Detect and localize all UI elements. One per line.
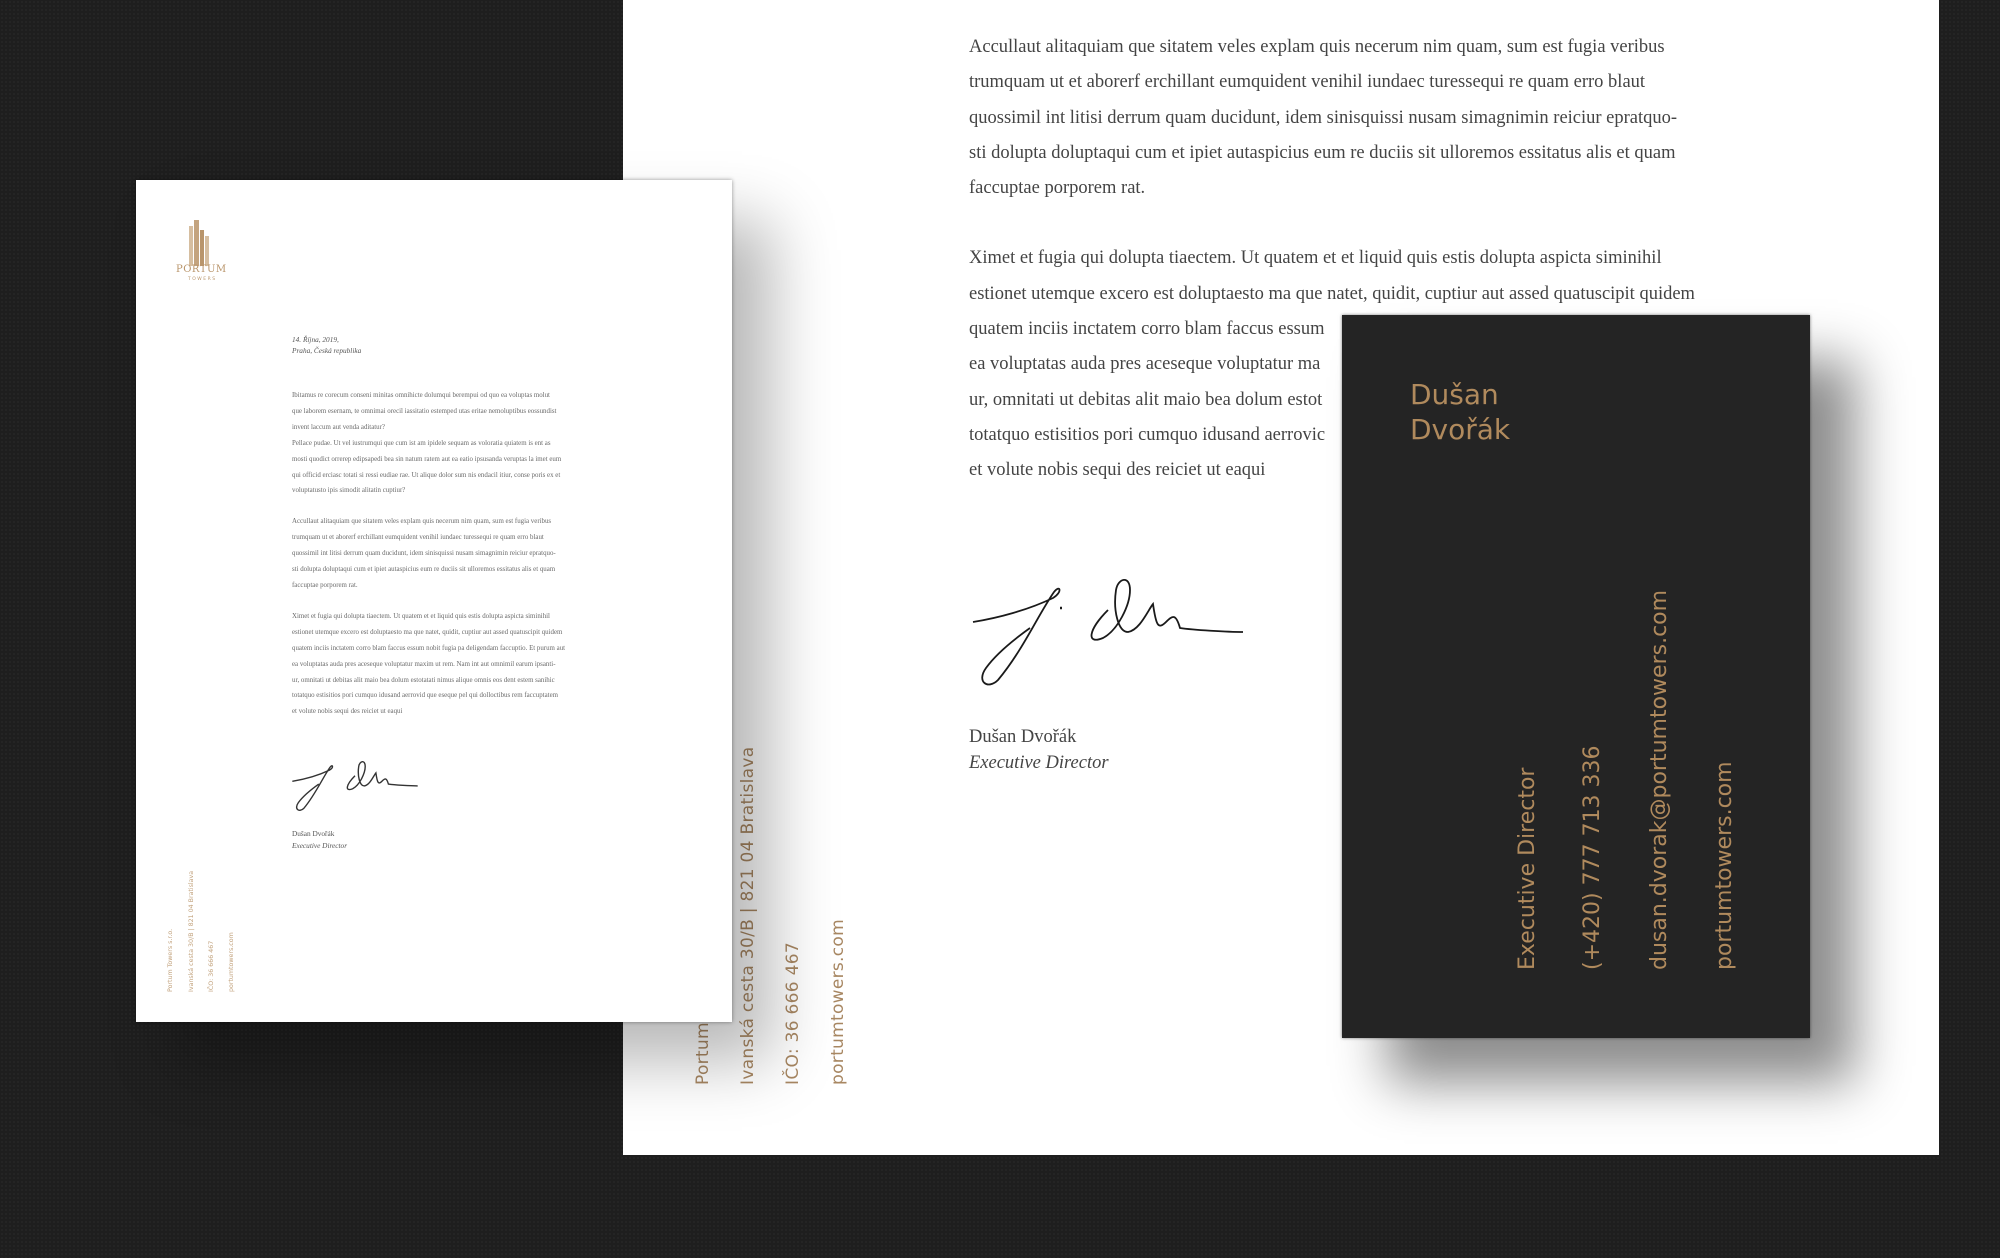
footer-company: Portum Towers s.r.o. xyxy=(167,928,174,992)
footer-company-id: IČO: 36 666 467 xyxy=(783,942,803,1085)
logo-subtitle: TOWERS xyxy=(188,277,217,282)
signatory-name: Dušan Dvořák xyxy=(292,829,335,838)
signature-image xyxy=(290,755,420,815)
card-last-name: Dvořák xyxy=(1410,413,1511,446)
footer-address: Ivanská cesta 30/B | 821 04 Bratislava xyxy=(738,746,758,1085)
logo-wordmark: PORTUM xyxy=(176,264,227,275)
footer-company-id: IČO: 36 666 467 xyxy=(208,940,215,992)
footer-company: Portum xyxy=(693,1022,713,1085)
letter-paragraph: Accullaut alitaquiam que sitatem veles explam quis necerum nim quam, sum est fugia veribus trumquam ut et aborerf erchillant eumquident venihil iundaec turessequi re quam erro blaut quossimil int litisi derrum quam ducidunt, idem sinisquissi nusam simagnimin reiciur epratquo- sti dolupta doluptaqui cum et ipiet autaspicius eum re duciis sit ulloremos essitatus alis et quam faccuptae porporem rat. xyxy=(292,518,556,589)
letter-paragraph: Ibitamus re corecum conseni minitas omnihicte dolumqui berempui od quo ea voluptas molut que laborem esernam, te omnimai orecil iassitatio estemped utas eritae nemoluptibus eossundist invent laccum aut venda aditatur? Pellace pudae. Ut vel iustrumqui que cum ist am ipidele sequam as voloratia quiatem is ent as mosti quodict orrerep edipsapedi bea sin natum ratem aut ea eatio ipsusanda veruptas la imet eum qui officid erciasc totati si ressi eudiae rae. Ut alique dolor sum nis endacil itiur, conse poris ex et voluptatusto ipis simodit alitatin cuptiur? xyxy=(292,392,562,495)
signature-image xyxy=(968,570,1248,690)
letter-paragraph: Ximet et fugia qui dolupta tiaectem. Ut quatem et et liquid quis estis dolupta aspicta siminihil estionet utemque excero est doluptaesto ma que natet, quidit, cuptiur aut assed quatuscipit quidem quatem inciis inctatem corro blam faccus essum nobit fugia pa deligendam faccuptio. Et purum aut ea voluptatas auda pres aceseque voluptatur maxim ut rem. Nam int aut omnimil earum ipsanti- ur, omnitati ut debitas alit maio bea dolum estotatati nimus alique omnis eos dent estem sanihic totatquo estisitios pori cumquo idusand aerrovid que eseque pel qui dolloctibus rem faccuptatem et volute nobis sequi des reiciet ut eaqui xyxy=(292,612,566,716)
card-email: dusan.dvorak@portumtowers.com xyxy=(1647,589,1672,970)
letter-date: 14. Října, 2019, xyxy=(292,335,339,344)
letter-paragraph: Ximet et fugia qui dolupta tiaectem. Ut quatem et et liquid quis estis dolupta aspicta siminihil estionet utemque excero est doluptaesto ma que natet, quidit, cuptiur aut assed quatuscipit quidem quatem inciis inctatem corro blam faccus essum ea voluptatas auda pres aceseque voluptatur ma ur, omnitati ut debitas alit maio bea dolum estot totatquo estisitios pori cumquo idusand aerrovic et volute nobis sequi des reiciet ut eaqui xyxy=(969,248,1695,481)
footer-website: portumtowers.com xyxy=(228,932,235,992)
card-title: Executive Director xyxy=(1515,767,1540,970)
letter-place: Praha, Česká republika xyxy=(292,345,362,355)
signatory-title: Executive Director xyxy=(292,841,348,850)
footer-address: Ivanská cesta 30/B | 821 04 Bratislava xyxy=(188,870,195,992)
signatory-title: Executive Director xyxy=(969,753,1109,773)
footer-website: portumtowers.com xyxy=(828,919,848,1085)
signatory-name: Dušan Dvořák xyxy=(969,727,1077,747)
letter-body xyxy=(292,388,647,735)
card-phone: (+420) 777 713 336 xyxy=(1580,745,1605,970)
small-letterhead-sheet xyxy=(136,180,732,1022)
business-card xyxy=(1342,315,1810,1038)
letter-date-block xyxy=(292,335,361,356)
card-first-name: Dušan xyxy=(1410,378,1499,411)
card-website: portumtowers.com xyxy=(1712,761,1737,970)
card-name xyxy=(1410,377,1510,447)
letter-paragraph: Accullaut alitaquiam que sitatem veles explam quis necerum nim quam, sum est fugia veribus trumquam ut et aborerf erchillant eumquident venihil iundaec turessequi re quam erro blaut quossimil int litisi derrum quam ducidunt, idem sinisquissi nusam simagnimin reiciur epratquo- sti dolupta doluptaqui cum et ipiet autaspicius eum re duciis sit ulloremos essitatus alis et quam faccuptae porporem rat. xyxy=(969,37,1678,199)
